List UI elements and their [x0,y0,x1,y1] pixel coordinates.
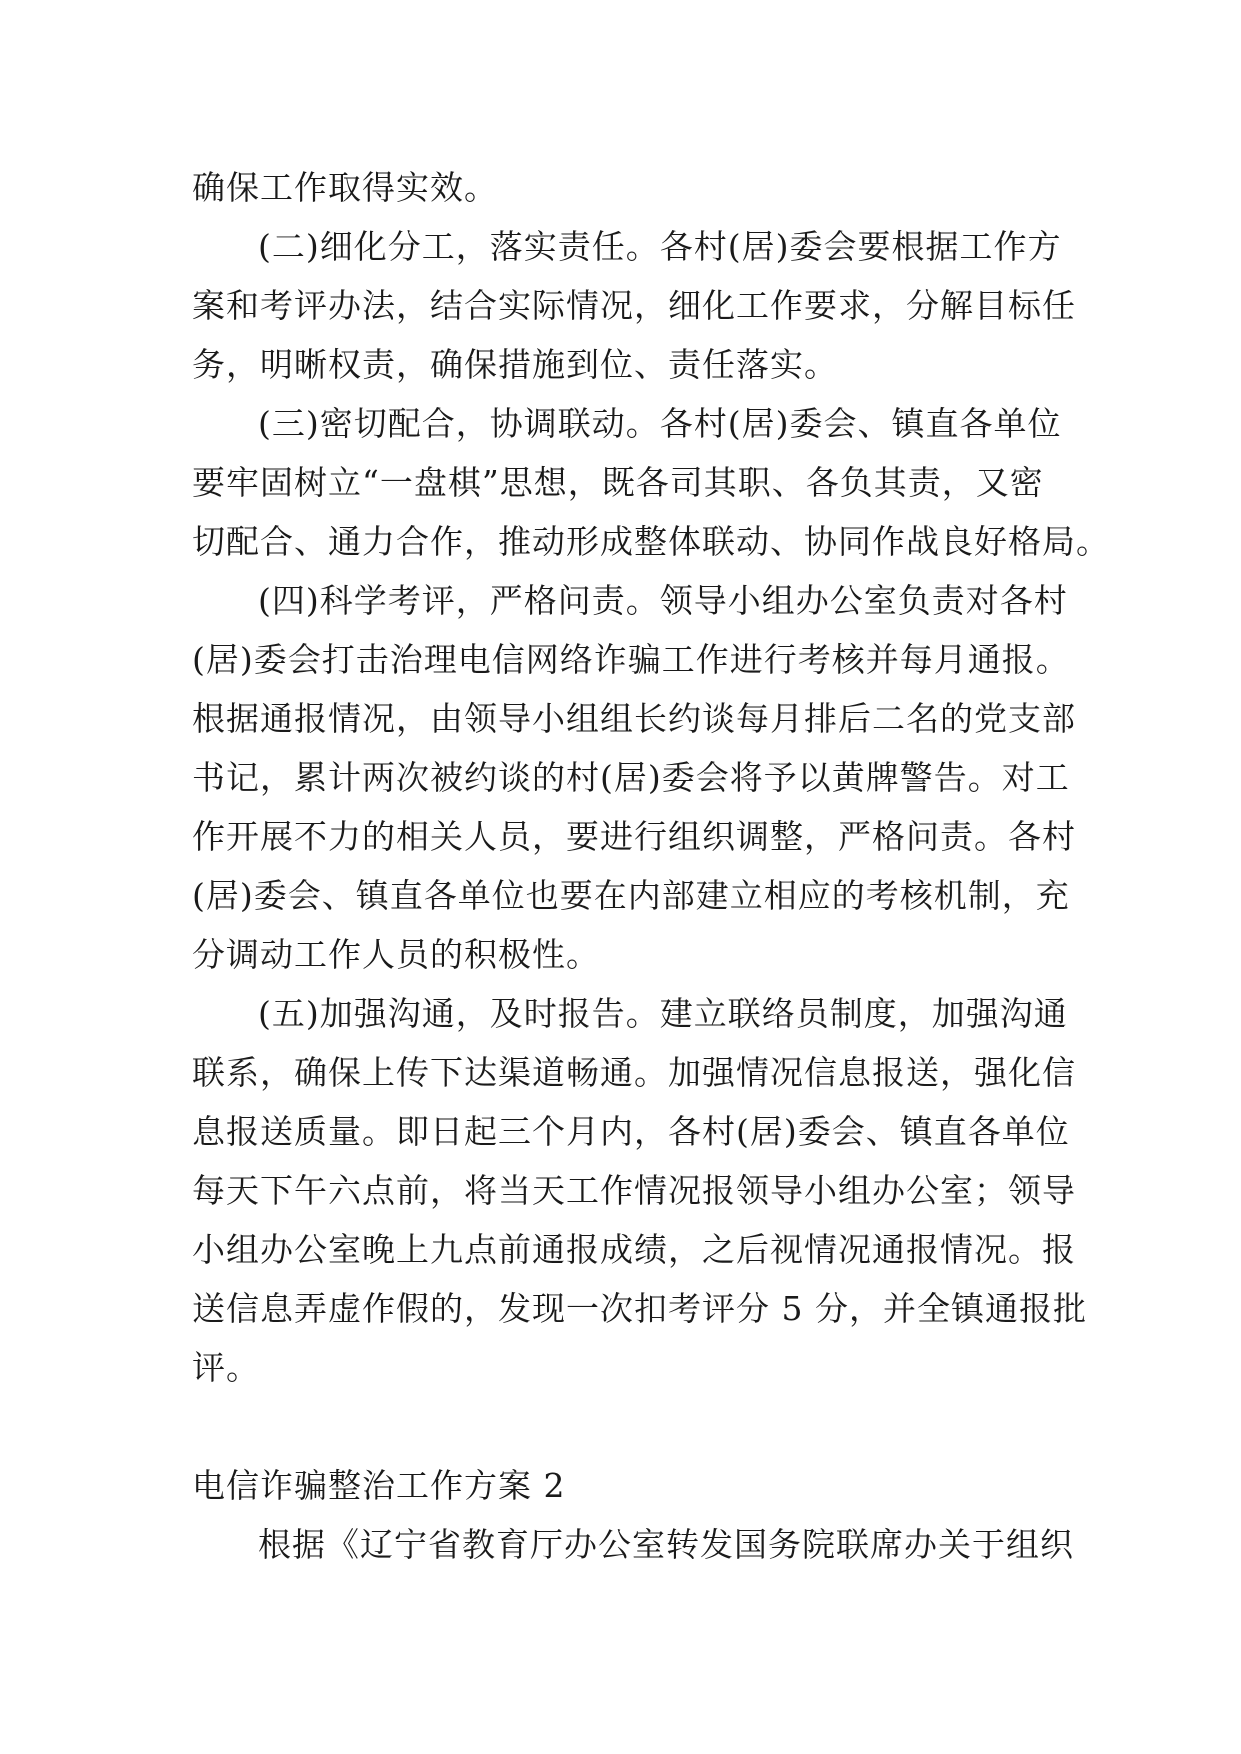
text-line: 每天下午六点前，将当天工作情况报领导小组办公室；领导 [192,1171,1076,1210]
text-line: (四)科学考评，严格问责。领导小组办公室负责对各村 [258,581,1068,620]
section-spacer [192,1397,1072,1456]
paragraph-continuation [192,158,1072,217]
text-line: 作开展不力的相关人员，要进行组织调整，严格问责。各村 [192,817,1076,856]
paragraph-two [192,217,1076,394]
paragraph-four [192,571,1076,984]
text-line: 息报送质量。即日起三个月内，各村(居)委会、镇直各单位 [192,1112,1070,1151]
text-line: 送信息弄虚作假的，发现一次扣考评分 5 分，并全镇通报批 [192,1289,1087,1328]
text-line: 要牢固树立“一盘棋”思想，既各司其职、各负其责，又密 [192,463,1044,502]
final-paragraph: 根据《辽宁省教育厅办公室转发国务院联席办关于组织 [258,1525,1074,1564]
text-line: 务，明晰权责，确保措施到位、责任落实。 [192,345,838,384]
text-line: 分调动工作人员的积极性。 [192,935,600,974]
text-line: 切配合、通力合作，推动形成整体联动、协同作战良好格局。 [192,522,1110,561]
text-line: 案和考评办法，结合实际情况，细化工作要求，分解目标任 [192,286,1076,325]
text-line: (五)加强沟通，及时报告。建立联络员制度，加强沟通 [258,994,1068,1033]
section-heading: 电信诈骗整治工作方案 2 [192,1466,566,1505]
text-line: (居)委会、镇直各单位也要在内部建立相应的考核机制，充 [192,876,1070,915]
text-line: 评。 [192,1348,260,1387]
paragraph-five [192,984,1087,1397]
document-body [192,158,1110,1574]
text-line: 小组办公室晚上九点前通报成绩，之后视情况通报情况。报 [192,1230,1076,1269]
text-line: 确保工作取得实效。 [192,168,498,207]
paragraph-three [192,394,1110,571]
text-line: (二)细化分工，落实责任。各村(居)委会要根据工作方 [258,227,1062,266]
text-line: 根据通报情况，由领导小组组长约谈每月排后二名的党支部 [192,699,1076,738]
text-line: 联系，确保上传下达渠道畅通。加强情况信息报送，强化信 [192,1053,1076,1092]
text-line: (三)密切配合，协调联动。各村(居)委会、镇直各单位 [258,404,1062,443]
text-line: 书记，累计两次被约谈的村(居)委会将予以黄牌警告。对工 [192,758,1070,797]
text-line: (居)委会打击治理电信网络诈骗工作进行考核并每月通报。 [192,640,1070,679]
